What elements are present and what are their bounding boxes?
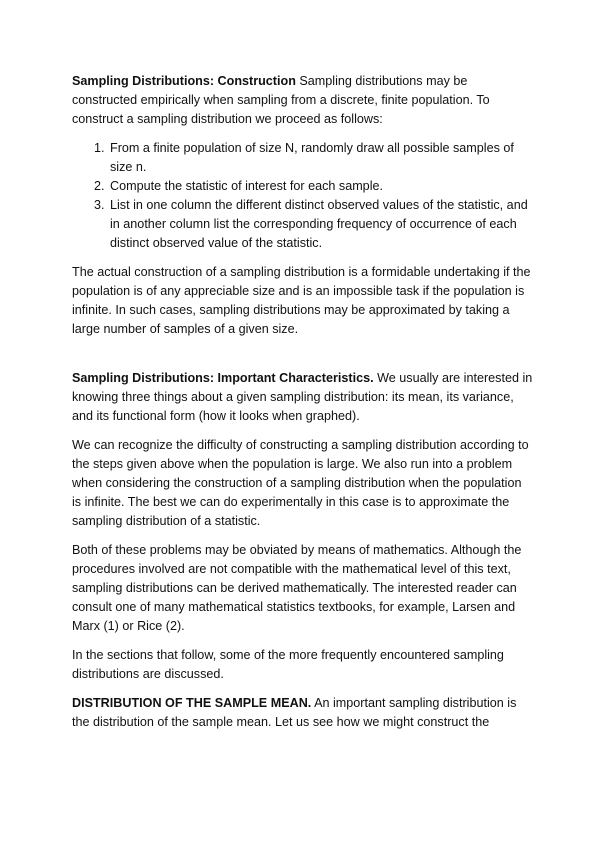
construction-paragraph-2: The actual construction of a sampling distribution is a formidable undertaking if the population is of any appreciable size and is an impossible task if the population is infinite. In such cases, sampling distributions may be approximated by taking a large number of samples of a given size.: [72, 265, 531, 336]
section-spacer: [72, 349, 534, 369]
characteristics-paragraph-3: Both of these problems may be obviated by means of mathematics. Although the procedures involved are not compatible with the mathematical level of this text, sampling distributions can be derived mathematically. The interested reader can consult one of many mathematical statistics textbooks, for example, Larsen and Marx (1) or Rice (2).: [72, 543, 522, 633]
sample-mean-paragraph: [72, 694, 534, 732]
construction-step-2: 2. Compute the statistic of interest for each sample.: [108, 177, 534, 196]
construction-steps-list: [72, 139, 534, 253]
construction-step-3: 3. List in one column the different distinct observed values of the statistic, and in another column list the corresponding frequency of occurrence of each distinct observed value of the statistic.: [108, 196, 534, 253]
characteristics-paragraph: [72, 369, 534, 426]
sample-mean-heading: DISTRIBUTION OF THE SAMPLE MEAN.: [72, 696, 312, 710]
characteristics-heading: Sampling Distributions: Important Characteristics.: [72, 371, 374, 385]
construction-intro: Sampling distributions may be constructed empirically when sampling from a discrete, finite population. To construct a sampling distribution we proceed as follows:: [72, 74, 490, 126]
document-page: [72, 72, 534, 742]
characteristics-intro: We usually are interested in knowing three things about a given sampling distribution: its mean, its variance, and its functional form (how it looks when graphed).: [72, 371, 533, 423]
sample-mean-text: An important sampling distribution is the distribution of the sample mean. Let us see how we might construct the: [72, 696, 517, 729]
characteristics-paragraph-2: We can recognize the difficulty of constructing a sampling distribution according to the steps given above when the population is large. We also run into a problem when considering the construction of a sampling distribution when the population is infinite. The best we can do experimentally in this case is to approximate the sampling distribution of a statistic.: [72, 438, 529, 528]
construction-step-1: 1. From a finite population of size N, randomly draw all possible samples of size n.: [108, 139, 534, 177]
characteristics-paragraph-4: In the sections that follow, some of the more frequently encountered sampling distributions are discussed.: [72, 648, 504, 681]
construction-paragraph: [72, 72, 534, 129]
construction-heading: Sampling Distributions: Construction: [72, 74, 296, 88]
